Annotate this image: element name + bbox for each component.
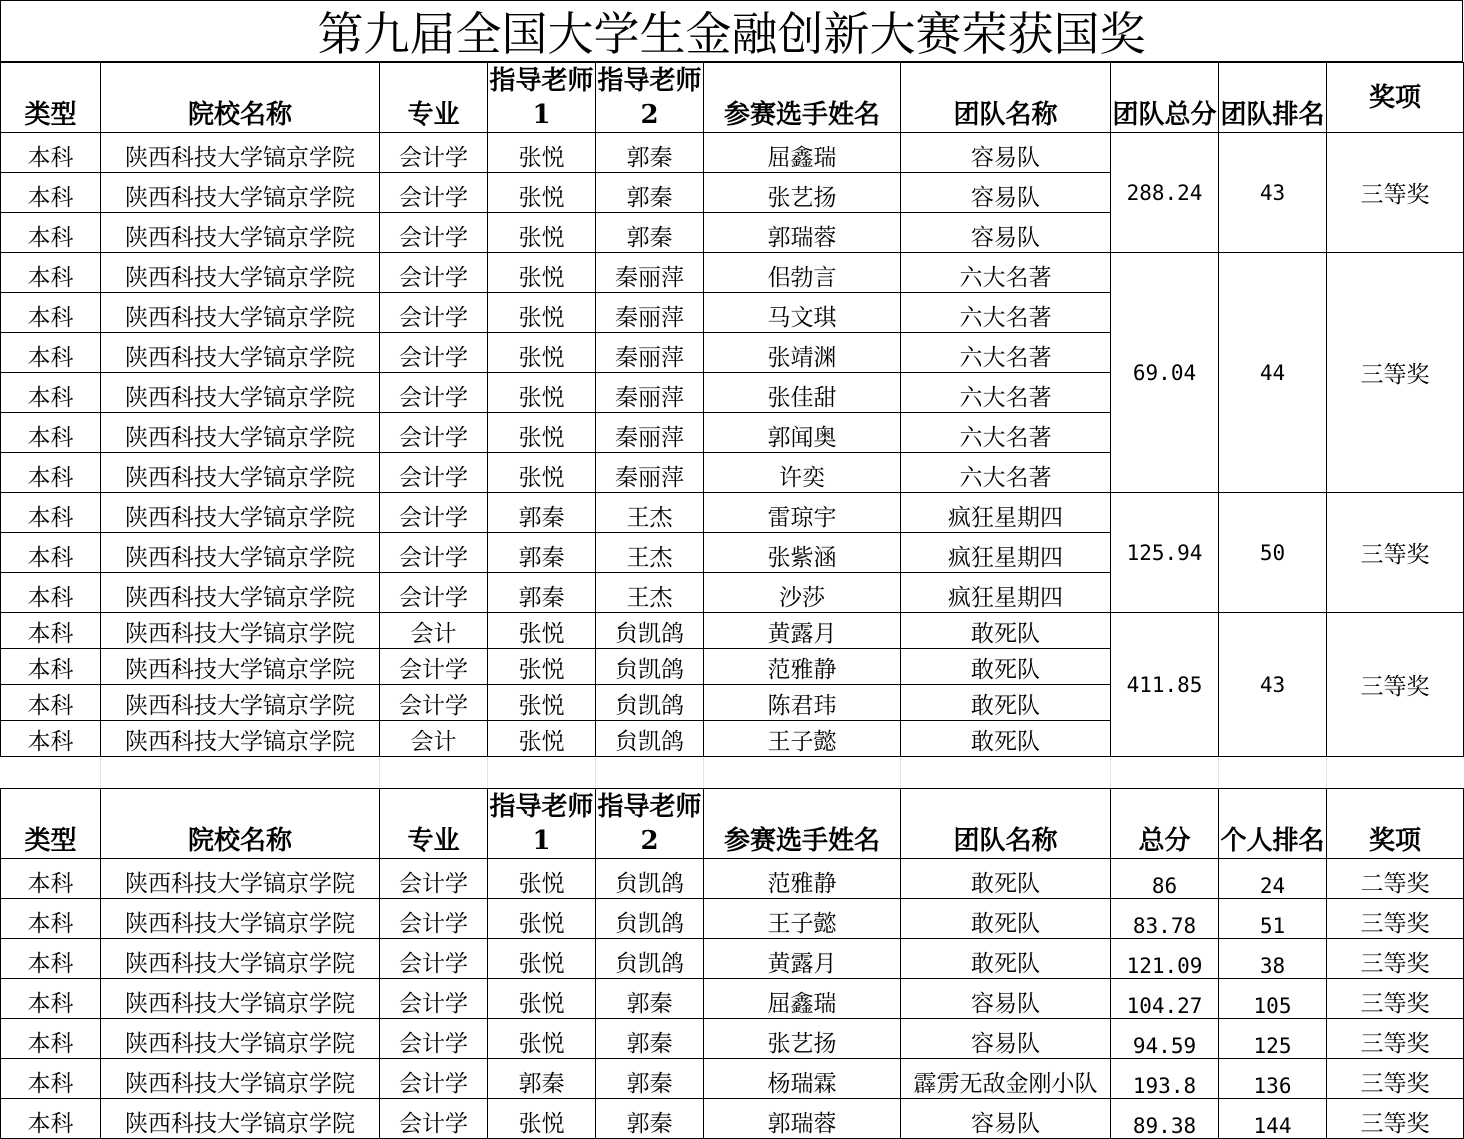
cell-major: 会计学	[380, 373, 488, 413]
cell-personal-rank: 144	[1219, 1099, 1327, 1139]
cell-advisor1: 张悦	[488, 1019, 596, 1059]
cell-type: 本科	[1, 373, 101, 413]
cell-major: 会计学	[380, 685, 488, 721]
cell-player: 张艺扬	[704, 1019, 901, 1059]
cell-advisor2: 贠凯鸽	[596, 721, 704, 757]
cell-team: 六大名著	[901, 253, 1111, 293]
cell-school: 陕西科技大学镐京学院	[101, 899, 380, 939]
cell-advisor1: 郭秦	[488, 533, 596, 573]
table-row	[1, 1099, 1464, 1139]
cell-personal-rank: 24	[1219, 859, 1327, 899]
cell-player: 郭瑞蓉	[704, 1099, 901, 1139]
header-personal-rank: 个人排名	[1219, 789, 1327, 859]
cell-player: 张紫涵	[704, 533, 901, 573]
individual-awards-body	[1, 859, 1464, 1139]
cell-school: 陕西科技大学镐京学院	[101, 493, 380, 533]
cell-team: 六大名著	[901, 453, 1111, 493]
cell-advisor2: 秦丽萍	[596, 293, 704, 333]
cell-type: 本科	[1, 293, 101, 333]
cell-major: 会计学	[380, 979, 488, 1019]
cell-team: 敢死队	[901, 649, 1111, 685]
cell-advisor1: 张悦	[488, 413, 596, 453]
cell-advisor1: 张悦	[488, 373, 596, 413]
cell-advisor2: 秦丽萍	[596, 453, 704, 493]
header-school: 院校名称	[101, 63, 380, 133]
cell-player: 王子懿	[704, 899, 901, 939]
cell-school: 陕西科技大学镐京学院	[101, 413, 380, 453]
cell-school: 陕西科技大学镐京学院	[101, 649, 380, 685]
table-row	[1, 253, 1464, 293]
header-award: 奖项	[1327, 789, 1464, 859]
cell-team: 容易队	[901, 979, 1111, 1019]
cell-major: 会计学	[380, 573, 488, 613]
cell-advisor1: 张悦	[488, 685, 596, 721]
header-advisor2: 指导老师2	[596, 789, 704, 859]
table-row	[1, 899, 1464, 939]
cell-advisor1: 张悦	[488, 721, 596, 757]
cell-type: 本科	[1, 413, 101, 453]
cell-school: 陕西科技大学镐京学院	[101, 979, 380, 1019]
cell-type: 本科	[1, 899, 101, 939]
cell-type: 本科	[1, 573, 101, 613]
cell-type: 本科	[1, 133, 101, 173]
header-player: 参赛选手姓名	[704, 63, 901, 133]
cell-school: 陕西科技大学镐京学院	[101, 173, 380, 213]
cell-team-score: 288.24	[1111, 133, 1219, 253]
cell-team: 六大名著	[901, 293, 1111, 333]
cell-advisor2: 郭秦	[596, 979, 704, 1019]
cell-award: 三等奖	[1327, 939, 1464, 979]
cell-total-score: 89.38	[1111, 1099, 1219, 1139]
cell-type: 本科	[1, 1059, 101, 1099]
cell-advisor1: 张悦	[488, 253, 596, 293]
cell-total-score: 83.78	[1111, 899, 1219, 939]
cell-total-score: 104.27	[1111, 979, 1219, 1019]
cell-team: 霹雳无敌金刚小队	[901, 1059, 1111, 1099]
cell-school: 陕西科技大学镐京学院	[101, 133, 380, 173]
cell-team: 六大名著	[901, 333, 1111, 373]
table-spacer	[0, 758, 1463, 788]
cell-player: 屈鑫瑞	[704, 133, 901, 173]
cell-advisor2: 郭秦	[596, 213, 704, 253]
cell-player: 郭瑞蓉	[704, 213, 901, 253]
cell-type: 本科	[1, 253, 101, 293]
cell-type: 本科	[1, 649, 101, 685]
cell-total-score: 86	[1111, 859, 1219, 899]
cell-school: 陕西科技大学镐京学院	[101, 333, 380, 373]
cell-type: 本科	[1, 1019, 101, 1059]
cell-advisor1: 张悦	[488, 859, 596, 899]
cell-player: 郭闻奥	[704, 413, 901, 453]
cell-advisor1: 张悦	[488, 1099, 596, 1139]
cell-team-rank: 43	[1219, 613, 1327, 757]
cell-player: 张佳甜	[704, 373, 901, 413]
cell-advisor2: 郭秦	[596, 1059, 704, 1099]
cell-advisor1: 张悦	[488, 133, 596, 173]
cell-major: 会计学	[380, 293, 488, 333]
cell-advisor2: 王杰	[596, 493, 704, 533]
cell-team: 敢死队	[901, 939, 1111, 979]
cell-advisor1: 张悦	[488, 979, 596, 1019]
cell-team: 敢死队	[901, 685, 1111, 721]
cell-advisor2: 秦丽萍	[596, 253, 704, 293]
team-awards-body	[1, 133, 1464, 757]
cell-advisor2: 王杰	[596, 573, 704, 613]
cell-type: 本科	[1, 859, 101, 899]
header-award: 奖项	[1327, 63, 1464, 133]
cell-type: 本科	[1, 1099, 101, 1139]
header-team: 团队名称	[901, 63, 1111, 133]
header-total-score: 总分	[1111, 789, 1219, 859]
cell-major: 会计	[380, 613, 488, 649]
cell-advisor2: 秦丽萍	[596, 413, 704, 453]
cell-player: 沙莎	[704, 573, 901, 613]
cell-team: 容易队	[901, 1099, 1111, 1139]
cell-type: 本科	[1, 979, 101, 1019]
cell-advisor1: 张悦	[488, 613, 596, 649]
cell-player: 杨瑞霖	[704, 1059, 901, 1099]
cell-major: 会计学	[380, 133, 488, 173]
cell-advisor1: 郭秦	[488, 493, 596, 533]
cell-team: 疯狂星期四	[901, 573, 1111, 613]
cell-team: 容易队	[901, 1019, 1111, 1059]
cell-player: 张艺扬	[704, 173, 901, 213]
cell-school: 陕西科技大学镐京学院	[101, 685, 380, 721]
cell-advisor2: 贠凯鸽	[596, 899, 704, 939]
header-major: 专业	[380, 789, 488, 859]
cell-school: 陕西科技大学镐京学院	[101, 533, 380, 573]
cell-advisor2: 贠凯鸽	[596, 649, 704, 685]
cell-school: 陕西科技大学镐京学院	[101, 573, 380, 613]
table-header-row	[1, 63, 1464, 133]
cell-type: 本科	[1, 939, 101, 979]
cell-major: 会计学	[380, 1059, 488, 1099]
cell-school: 陕西科技大学镐京学院	[101, 859, 380, 899]
cell-major: 会计学	[380, 333, 488, 373]
cell-major: 会计学	[380, 413, 488, 453]
cell-award: 三等奖	[1327, 1099, 1464, 1139]
cell-school: 陕西科技大学镐京学院	[101, 293, 380, 333]
cell-player: 范雅静	[704, 859, 901, 899]
cell-major: 会计学	[380, 1099, 488, 1139]
cell-major: 会计学	[380, 213, 488, 253]
cell-advisor1: 张悦	[488, 939, 596, 979]
cell-school: 陕西科技大学镐京学院	[101, 1019, 380, 1059]
header-advisor2: 指导老师2	[596, 63, 704, 133]
cell-personal-rank: 38	[1219, 939, 1327, 979]
cell-team: 敢死队	[901, 859, 1111, 899]
header-team-rank: 团队排名	[1219, 63, 1327, 133]
cell-advisor2: 郭秦	[596, 133, 704, 173]
individual-awards-table	[0, 788, 1464, 1139]
cell-advisor2: 郭秦	[596, 173, 704, 213]
cell-award: 三等奖	[1327, 133, 1464, 253]
cell-personal-rank: 51	[1219, 899, 1327, 939]
cell-school: 陕西科技大学镐京学院	[101, 1099, 380, 1139]
header-player: 参赛选手姓名	[704, 789, 901, 859]
cell-personal-rank: 136	[1219, 1059, 1327, 1099]
cell-type: 本科	[1, 453, 101, 493]
cell-team: 敢死队	[901, 721, 1111, 757]
cell-school: 陕西科技大学镐京学院	[101, 213, 380, 253]
cell-award: 三等奖	[1327, 253, 1464, 493]
cell-major: 会计学	[380, 1019, 488, 1059]
cell-advisor2: 郭秦	[596, 1019, 704, 1059]
cell-advisor1: 张悦	[488, 173, 596, 213]
cell-total-score: 193.8	[1111, 1059, 1219, 1099]
cell-team: 敢死队	[901, 613, 1111, 649]
cell-advisor2: 秦丽萍	[596, 333, 704, 373]
cell-type: 本科	[1, 533, 101, 573]
cell-total-score: 94.59	[1111, 1019, 1219, 1059]
cell-type: 本科	[1, 173, 101, 213]
header-type: 类型	[1, 63, 101, 133]
cell-player: 雷琼宇	[704, 493, 901, 533]
cell-advisor1: 郭秦	[488, 573, 596, 613]
cell-school: 陕西科技大学镐京学院	[101, 613, 380, 649]
cell-team: 容易队	[901, 133, 1111, 173]
cell-advisor1: 张悦	[488, 649, 596, 685]
header-team: 团队名称	[901, 789, 1111, 859]
cell-advisor2: 王杰	[596, 533, 704, 573]
header-advisor1: 指导老师1	[488, 63, 596, 133]
cell-team-score: 69.04	[1111, 253, 1219, 493]
cell-advisor2: 贠凯鸽	[596, 859, 704, 899]
cell-type: 本科	[1, 613, 101, 649]
cell-personal-rank: 125	[1219, 1019, 1327, 1059]
cell-type: 本科	[1, 213, 101, 253]
cell-award: 三等奖	[1327, 613, 1464, 757]
cell-type: 本科	[1, 721, 101, 757]
page-title: 第九届全国大学生金融创新大赛荣获国奖	[0, 0, 1463, 62]
cell-major: 会计	[380, 721, 488, 757]
cell-type: 本科	[1, 685, 101, 721]
cell-player: 马文琪	[704, 293, 901, 333]
table-row	[1, 1059, 1464, 1099]
cell-advisor1: 张悦	[488, 333, 596, 373]
cell-major: 会计学	[380, 859, 488, 899]
cell-major: 会计学	[380, 899, 488, 939]
cell-school: 陕西科技大学镐京学院	[101, 373, 380, 413]
cell-team: 疯狂星期四	[901, 493, 1111, 533]
table-row	[1, 979, 1464, 1019]
table-row	[1, 133, 1464, 173]
cell-major: 会计学	[380, 939, 488, 979]
cell-advisor1: 张悦	[488, 453, 596, 493]
cell-player: 范雅静	[704, 649, 901, 685]
cell-major: 会计学	[380, 453, 488, 493]
cell-team-score: 411.85	[1111, 613, 1219, 757]
cell-team: 六大名著	[901, 373, 1111, 413]
cell-personal-rank: 105	[1219, 979, 1327, 1019]
cell-major: 会计学	[380, 253, 488, 293]
cell-total-score: 121.09	[1111, 939, 1219, 979]
cell-type: 本科	[1, 333, 101, 373]
cell-player: 佀勃言	[704, 253, 901, 293]
table-row	[1, 1019, 1464, 1059]
cell-school: 陕西科技大学镐京学院	[101, 1059, 380, 1099]
cell-school: 陕西科技大学镐京学院	[101, 453, 380, 493]
cell-award: 二等奖	[1327, 859, 1464, 899]
cell-major: 会计学	[380, 533, 488, 573]
cell-advisor1: 张悦	[488, 293, 596, 333]
cell-advisor1: 张悦	[488, 213, 596, 253]
cell-award: 三等奖	[1327, 1019, 1464, 1059]
team-awards-table	[0, 62, 1464, 757]
cell-type: 本科	[1, 493, 101, 533]
cell-advisor2: 贠凯鸽	[596, 613, 704, 649]
cell-major: 会计学	[380, 493, 488, 533]
cell-team-score: 125.94	[1111, 493, 1219, 613]
cell-team-rank: 44	[1219, 253, 1327, 493]
table-row	[1, 939, 1464, 979]
table-row	[1, 859, 1464, 899]
table-row	[1, 493, 1464, 533]
header-school: 院校名称	[101, 789, 380, 859]
cell-award: 三等奖	[1327, 899, 1464, 939]
cell-player: 屈鑫瑞	[704, 979, 901, 1019]
cell-advisor2: 秦丽萍	[596, 373, 704, 413]
cell-player: 许奕	[704, 453, 901, 493]
cell-team-rank: 43	[1219, 133, 1327, 253]
header-type: 类型	[1, 789, 101, 859]
cell-advisor1: 张悦	[488, 899, 596, 939]
cell-advisor2: 贠凯鸽	[596, 685, 704, 721]
cell-player: 陈君玮	[704, 685, 901, 721]
cell-team: 容易队	[901, 213, 1111, 253]
cell-team: 敢死队	[901, 899, 1111, 939]
cell-school: 陕西科技大学镐京学院	[101, 253, 380, 293]
cell-player: 黄露月	[704, 939, 901, 979]
cell-major: 会计学	[380, 173, 488, 213]
cell-award: 三等奖	[1327, 1059, 1464, 1099]
cell-player: 黄露月	[704, 613, 901, 649]
cell-team: 六大名著	[901, 413, 1111, 453]
table-header-row	[1, 789, 1464, 859]
cell-award: 三等奖	[1327, 979, 1464, 1019]
cell-player: 王子懿	[704, 721, 901, 757]
cell-school: 陕西科技大学镐京学院	[101, 721, 380, 757]
header-team-score: 团队总分	[1111, 63, 1219, 133]
header-advisor1: 指导老师1	[488, 789, 596, 859]
cell-advisor1: 郭秦	[488, 1059, 596, 1099]
cell-advisor2: 郭秦	[596, 1099, 704, 1139]
cell-team-rank: 50	[1219, 493, 1327, 613]
cell-advisor2: 贠凯鸽	[596, 939, 704, 979]
cell-major: 会计学	[380, 649, 488, 685]
cell-award: 三等奖	[1327, 493, 1464, 613]
cell-team: 疯狂星期四	[901, 533, 1111, 573]
cell-team: 容易队	[901, 173, 1111, 213]
cell-player: 张靖渊	[704, 333, 901, 373]
cell-school: 陕西科技大学镐京学院	[101, 939, 380, 979]
table-row	[1, 613, 1464, 649]
header-major: 专业	[380, 63, 488, 133]
